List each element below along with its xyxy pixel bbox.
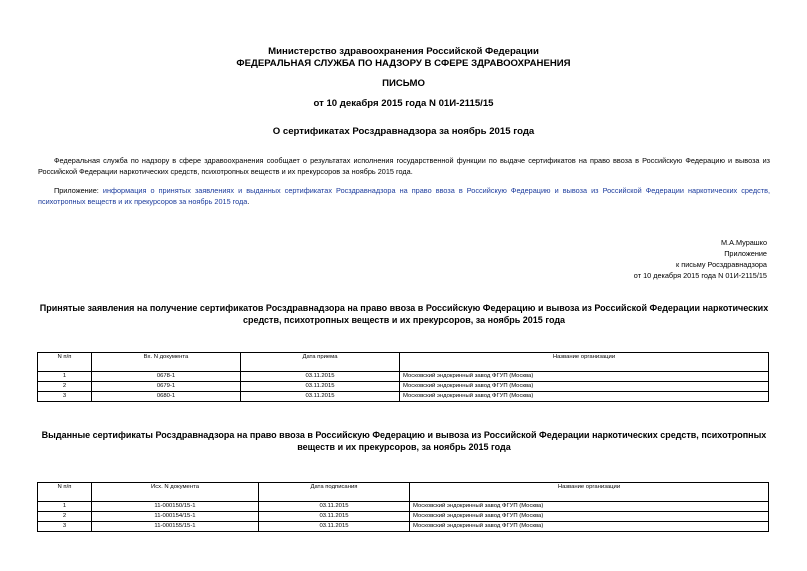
row-number: 2 — [38, 512, 92, 522]
receipt-date: 03.11.2015 — [241, 382, 400, 392]
row-number: 3 — [38, 522, 92, 532]
column-header: Название организации — [410, 483, 769, 502]
signing-date: 03.11.2015 — [259, 522, 410, 532]
doc-type: ПИСЬМО — [382, 78, 425, 89]
doc-date: от 10 декабря 2015 года N 01И-2115/15 — [313, 98, 494, 109]
column-header: Вх. N документа — [92, 353, 241, 372]
table-row — [38, 382, 769, 392]
attachment-link[interactable]: информация о принятых заявлениях и выданных сертификатах Росздравнадзора на право ввоза в Российскую Федерацию и вывоза из Российской Федерации наркотических средств, психотропных веществ и их прекурсоров за ноябрь 2015 года — [38, 186, 770, 206]
column-header: Дата подписания — [259, 483, 410, 502]
section1-title: Принятые заявления на получение сертификатов Росздравнадзора на право ввоза в Российскую Федерацию и вывоза из Российской Федерации наркотических средств, психотропных веществ и их прекурсоров, за ноябрь 2015 года — [39, 303, 769, 325]
appendix-letter-ref: от 10 декабря 2015 года N 01И-2115/15 — [633, 271, 767, 280]
signing-date: 03.11.2015 — [259, 512, 410, 522]
table-header-row — [38, 353, 769, 372]
ministry-title: Министерство здравоохранения Российской Федерации — [268, 46, 539, 57]
issued-certificates-table — [37, 482, 769, 532]
table-header-row — [38, 483, 769, 502]
document-number: 11-000155/15-1 — [92, 522, 259, 532]
column-header: N п/п — [38, 353, 92, 372]
document-number: 0679-1 — [92, 382, 241, 392]
table-row — [38, 392, 769, 402]
section2-title: Выданные сертификаты Росздравнадзора на право ввоза в Российскую Федерацию и вывоза из Российской Федерации наркотических средств, психотропных веществ и их прекурсоров, за ноябрь 2015 года — [41, 430, 767, 452]
row-number: 1 — [38, 502, 92, 512]
table-row — [38, 512, 769, 522]
organization-name: Московский эндокринный завод ФГУП (Москва) — [400, 382, 769, 392]
receipt-date: 03.11.2015 — [241, 372, 400, 382]
attachment-paragraph — [38, 186, 770, 207]
appendix-to-letter: к письму Росздравнадзора — [676, 260, 767, 269]
body-paragraph: Федеральная служба по надзору в сфере здравоохранения сообщает о результатах исполнения государственной функции по выдаче сертификатов на право ввоза в Российскую Федерацию и вывоза из Российской Федерации наркотических средств, психотропных веществ и их прекурсоров за ноябрь 2015 года. — [38, 156, 770, 176]
column-header: Название организации — [400, 353, 769, 372]
doc-subject: О сертификатах Росздравнадзора за ноябрь 2015 года — [272, 126, 535, 137]
document-number: 11-000154/15-1 — [92, 512, 259, 522]
row-number: 2 — [38, 382, 92, 392]
signature-block — [634, 237, 767, 281]
row-number: 1 — [38, 372, 92, 382]
attachment-prefix: Приложение: — [54, 186, 103, 195]
appendix-label: Приложение — [724, 249, 767, 258]
service-title: ФЕДЕРАЛЬНАЯ СЛУЖБА ПО НАДЗОРУ В СФЕРЕ ЗДРАВООХРАНЕНИЯ — [236, 58, 571, 69]
table-row — [38, 502, 769, 512]
signing-date: 03.11.2015 — [259, 502, 410, 512]
organization-name: Московский эндокринный завод ФГУП (Москва) — [400, 392, 769, 402]
organization-name: Московский эндокринный завод ФГУП (Москва) — [400, 372, 769, 382]
column-header: Исх. N документа — [92, 483, 259, 502]
received-applications-table — [37, 352, 769, 402]
document-number: 0680-1 — [92, 392, 241, 402]
organization-name: Московский эндокринный завод ФГУП (Москва) — [410, 522, 769, 532]
document-number: 11-000150/15-1 — [92, 502, 259, 512]
row-number: 3 — [38, 392, 92, 402]
attachment-suffix: . — [247, 196, 250, 206]
column-header: N п/п — [38, 483, 92, 502]
document-number: 0678-1 — [92, 372, 241, 382]
table-row — [38, 372, 769, 382]
receipt-date: 03.11.2015 — [241, 392, 400, 402]
column-header: Дата приема — [241, 353, 400, 372]
organization-name: Московский эндокринный завод ФГУП (Москва) — [410, 512, 769, 522]
organization-name: Московский эндокринный завод ФГУП (Москва) — [410, 502, 769, 512]
table-row — [38, 522, 769, 532]
signatory-name: М.А.Мурашко — [720, 238, 767, 247]
